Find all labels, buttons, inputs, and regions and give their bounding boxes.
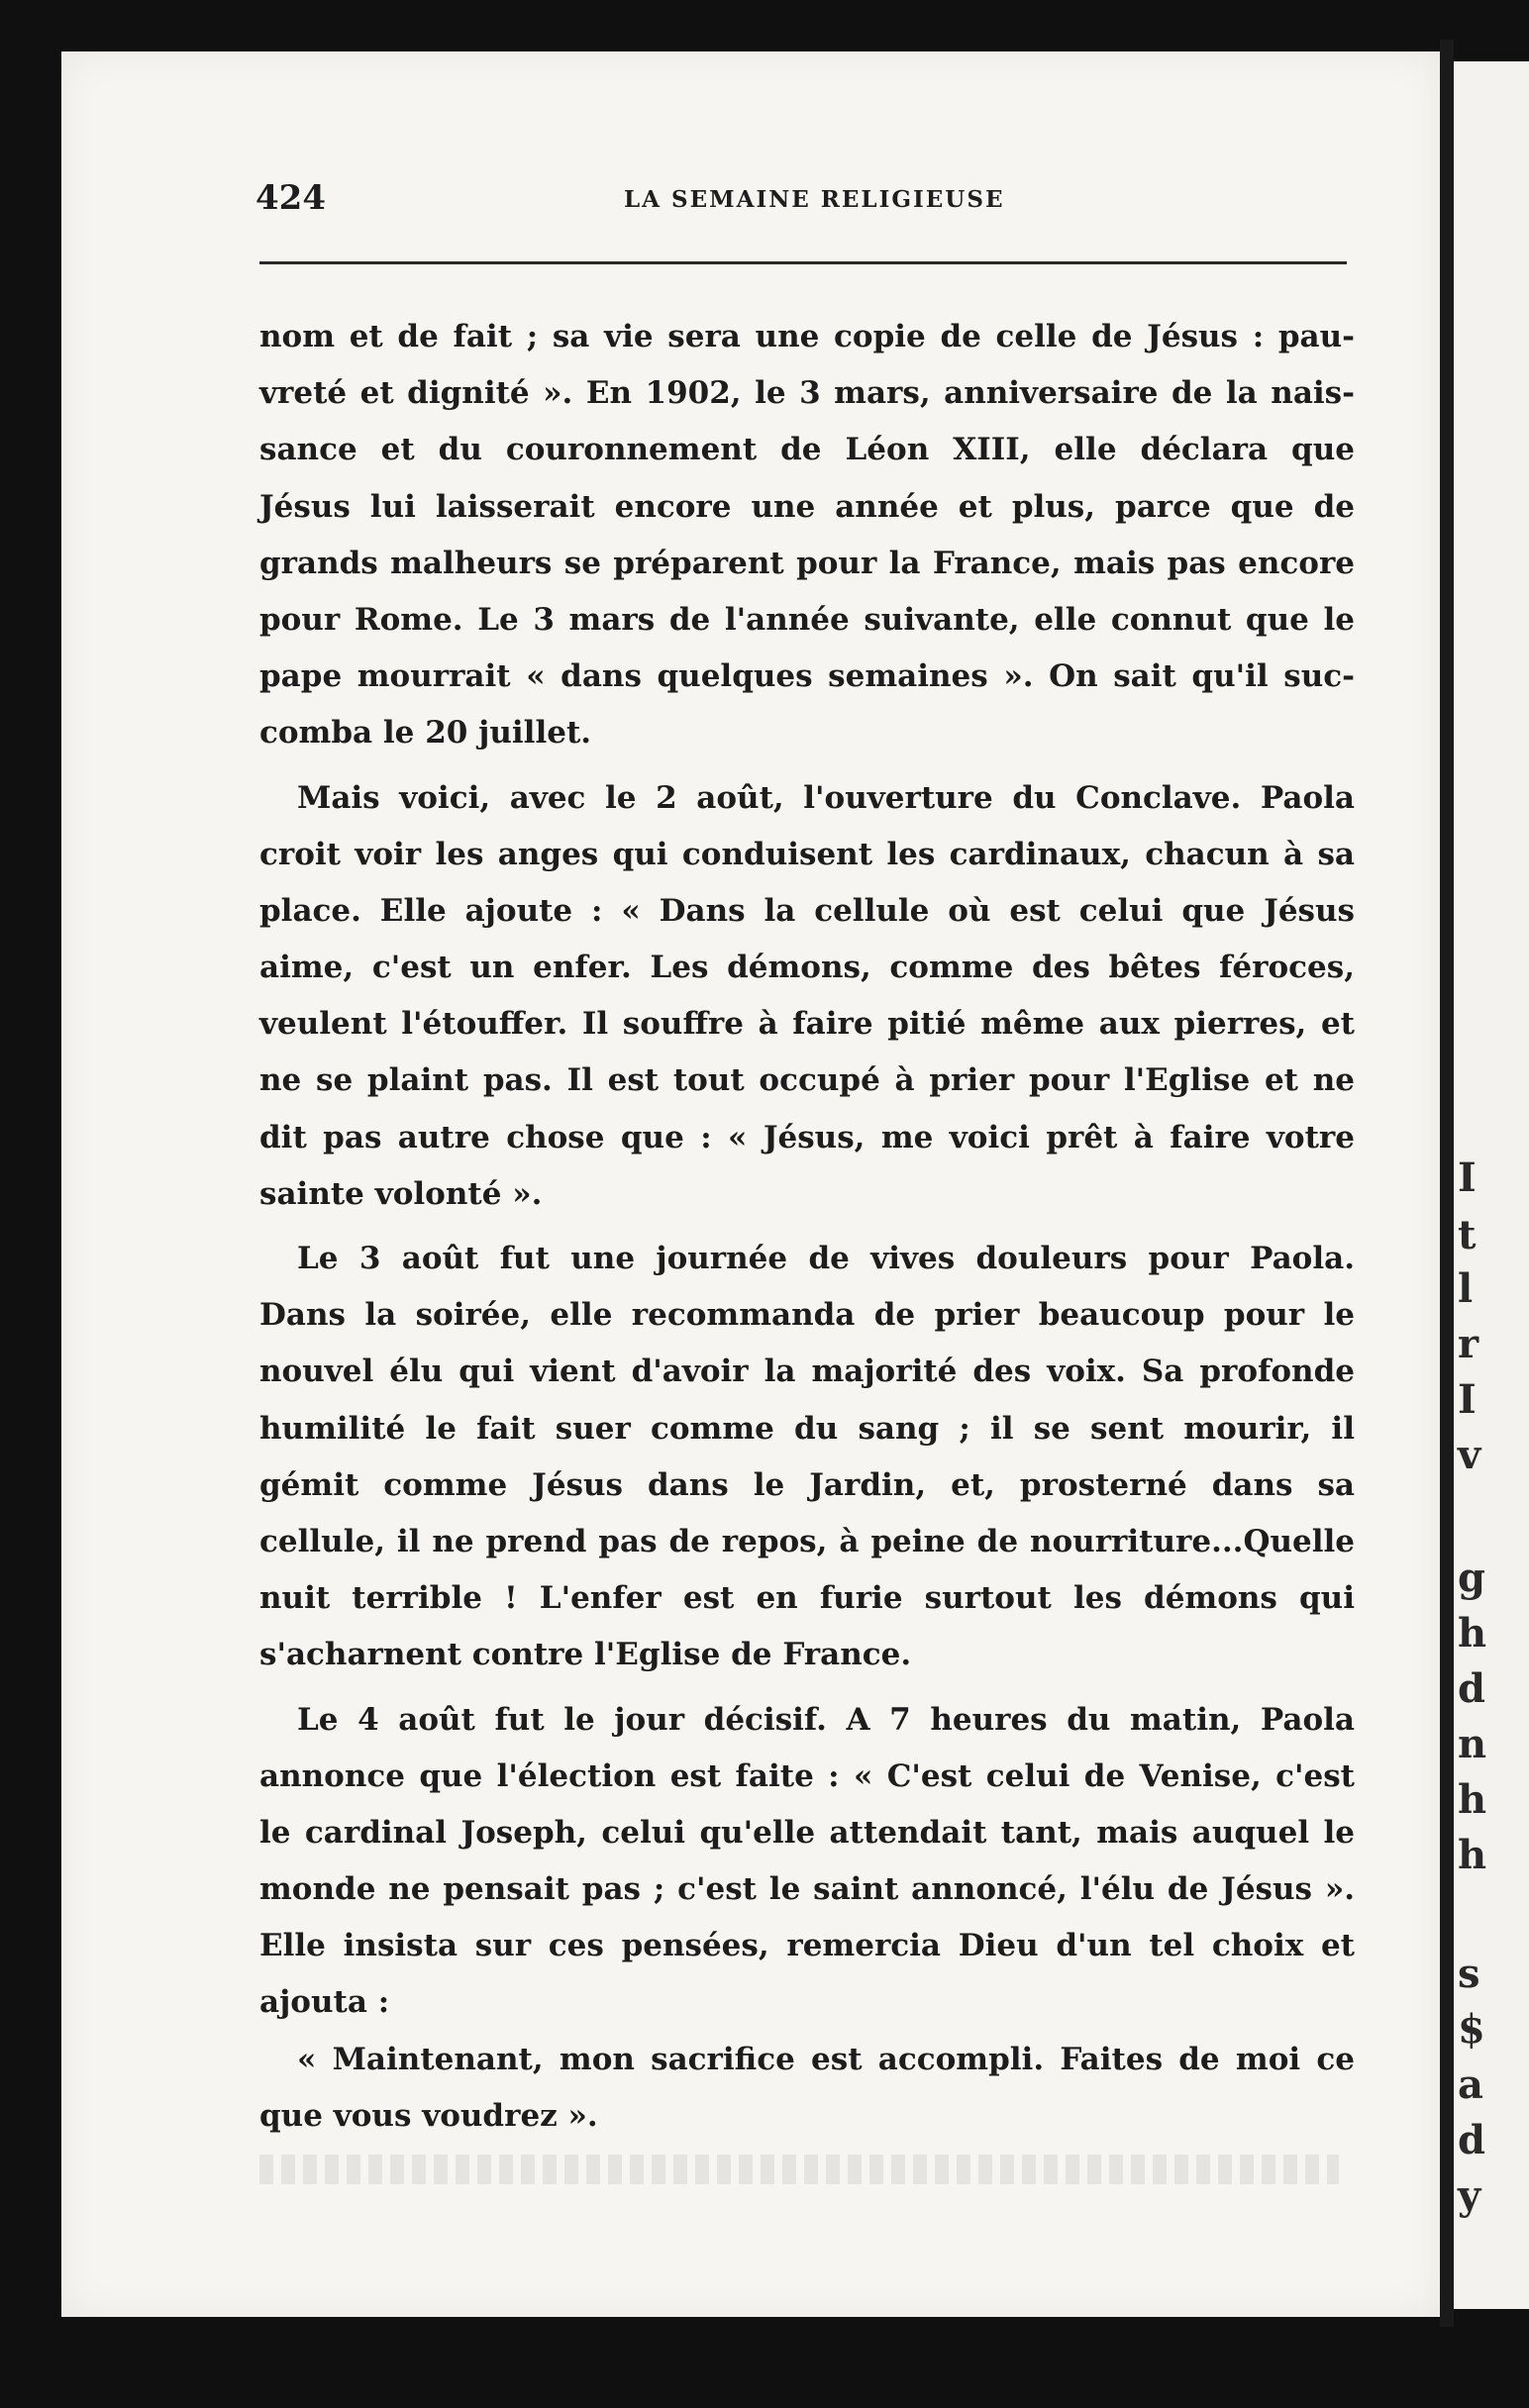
text-line: comba le 20 juillet. xyxy=(259,715,592,752)
adjacent-page-fragment: v xyxy=(1458,1432,1481,1478)
text-line: ajouta : xyxy=(259,1984,390,2021)
text-line: ne se plaint pas. Il est tout occupé à prier pour l'Eglise et ne xyxy=(259,1062,1355,1099)
text-line: que vous voudrez ». xyxy=(259,2097,598,2134)
running-title: LA SEMAINE RELIGIEUSE xyxy=(624,186,1005,213)
text-line: dit pas autre chose que : « Jésus, me voici prêt à faire votre xyxy=(259,1119,1355,1155)
text-line: le cardinal Joseph, celui qu'elle attendait tant, mais auquel le xyxy=(259,1814,1355,1851)
text-line: Mais voici, avec le 2 août, l'ouverture du Conclave. Paola xyxy=(297,779,1355,816)
adjacent-page-fragment: h xyxy=(1458,1610,1487,1656)
page-header xyxy=(255,178,1345,228)
adjacent-page-fragment: I xyxy=(1458,1376,1477,1423)
adjacent-page-fragment: n xyxy=(1458,1721,1487,1767)
paragraph-gap xyxy=(259,1684,1355,1692)
adjacent-page-fragment: t xyxy=(1458,1212,1477,1258)
text-line: pape mourrait « dans quelques semaines ». On sait qu'il suc- xyxy=(259,658,1355,695)
text-line: nuit terrible ! L'enfer est en furie surtout les démons qui xyxy=(259,1580,1355,1617)
text-line: aime, c'est un enfer. Les démons, comme des bêtes féroces, xyxy=(259,950,1355,986)
text-line: cellule, il ne prend pas de repos, à peine de nourriture...Quelle xyxy=(259,1523,1355,1559)
text-line: annonce que l'élection est faite : « C'est celui de Venise, c'est xyxy=(259,1757,1355,1794)
text-line: croit voir les anges qui conduisent les cardinaux, chacun à sa xyxy=(259,836,1355,872)
body-text xyxy=(259,309,1355,2145)
text-line: grands malheurs se préparent pour la France, mais pas encore xyxy=(259,545,1355,581)
adjacent-page-fragment: r xyxy=(1458,1321,1479,1367)
show-through-text xyxy=(259,2155,1339,2184)
adjacent-page-fragment: h xyxy=(1458,1832,1487,1878)
text-line: sainte volonté ». xyxy=(259,1175,543,1212)
text-line: sance et du couronnement de Léon XIII, elle déclara que xyxy=(259,432,1355,468)
text-line: Dans la soirée, elle recommanda de prier beaucoup pour le xyxy=(259,1297,1355,1334)
header-rule xyxy=(259,261,1347,264)
adjacent-page-fragment: y xyxy=(1458,2172,1481,2219)
paragraph-gap xyxy=(259,1223,1355,1231)
adjacent-page-fragment: l xyxy=(1458,1265,1474,1312)
text-line: veulent l'étouffer. Il souffre à faire pitié même aux pierres, et xyxy=(259,1006,1355,1043)
text-line: s'acharnent contre l'Eglise de France. xyxy=(259,1637,912,1673)
text-line: Jésus lui laisserait encore une année et plus, parce que de xyxy=(259,488,1355,525)
text-line: monde ne pensait pas ; c'est le saint annoncé, l'élu de Jésus ». xyxy=(259,1871,1355,1908)
text-line: gémit comme Jésus dans le Jardin, et, prosterné dans sa xyxy=(259,1466,1355,1503)
adjacent-page-fragment: I xyxy=(1458,1154,1477,1201)
adjacent-page-fragment: g xyxy=(1458,1555,1485,1601)
text-line: vreté et dignité ». En 1902, le 3 mars, anniversaire de la nais- xyxy=(259,375,1355,412)
text-line: place. Elle ajoute : « Dans la cellule où est celui que Jésus xyxy=(259,892,1355,929)
text-line: Le 4 août fut le jour décisif. A 7 heures du matin, Paola xyxy=(297,1701,1355,1738)
text-line: Le 3 août fut une journée de vives douleurs pour Paola. xyxy=(297,1241,1355,1276)
paragraph-gap xyxy=(259,762,1355,770)
adjacent-page-fragment: $ xyxy=(1458,2006,1485,2053)
page-number: 424 xyxy=(255,178,326,218)
adjacent-page-fragment: h xyxy=(1458,1776,1487,1823)
text-line: nom et de fait ; sa vie sera une copie de celle de Jésus : pau- xyxy=(259,319,1355,354)
text-line: pour Rome. Le 3 mars de l'année suivante, elle connut que le xyxy=(259,601,1355,638)
text-line: nouvel élu qui vient d'avoir la majorité des voix. Sa profonde xyxy=(259,1354,1355,1390)
adjacent-page-edge xyxy=(1454,61,1529,2309)
adjacent-page-fragment: a xyxy=(1458,2061,1483,2108)
page-gutter xyxy=(1440,40,1454,2327)
text-line: Elle insista sur ces pensées, remercia Dieu d'un tel choix et xyxy=(259,1928,1355,1964)
text-line: humilité le fait suer comme du sang ; il se sent mourir, il xyxy=(259,1410,1355,1447)
text-line: « Maintenant, mon sacrifice est accompli. Faites de moi ce xyxy=(297,2041,1355,2077)
adjacent-page-fragment: s xyxy=(1458,1951,1480,1997)
adjacent-page-fragment: d xyxy=(1458,2117,1485,2163)
adjacent-page-fragment: d xyxy=(1458,1665,1485,1712)
